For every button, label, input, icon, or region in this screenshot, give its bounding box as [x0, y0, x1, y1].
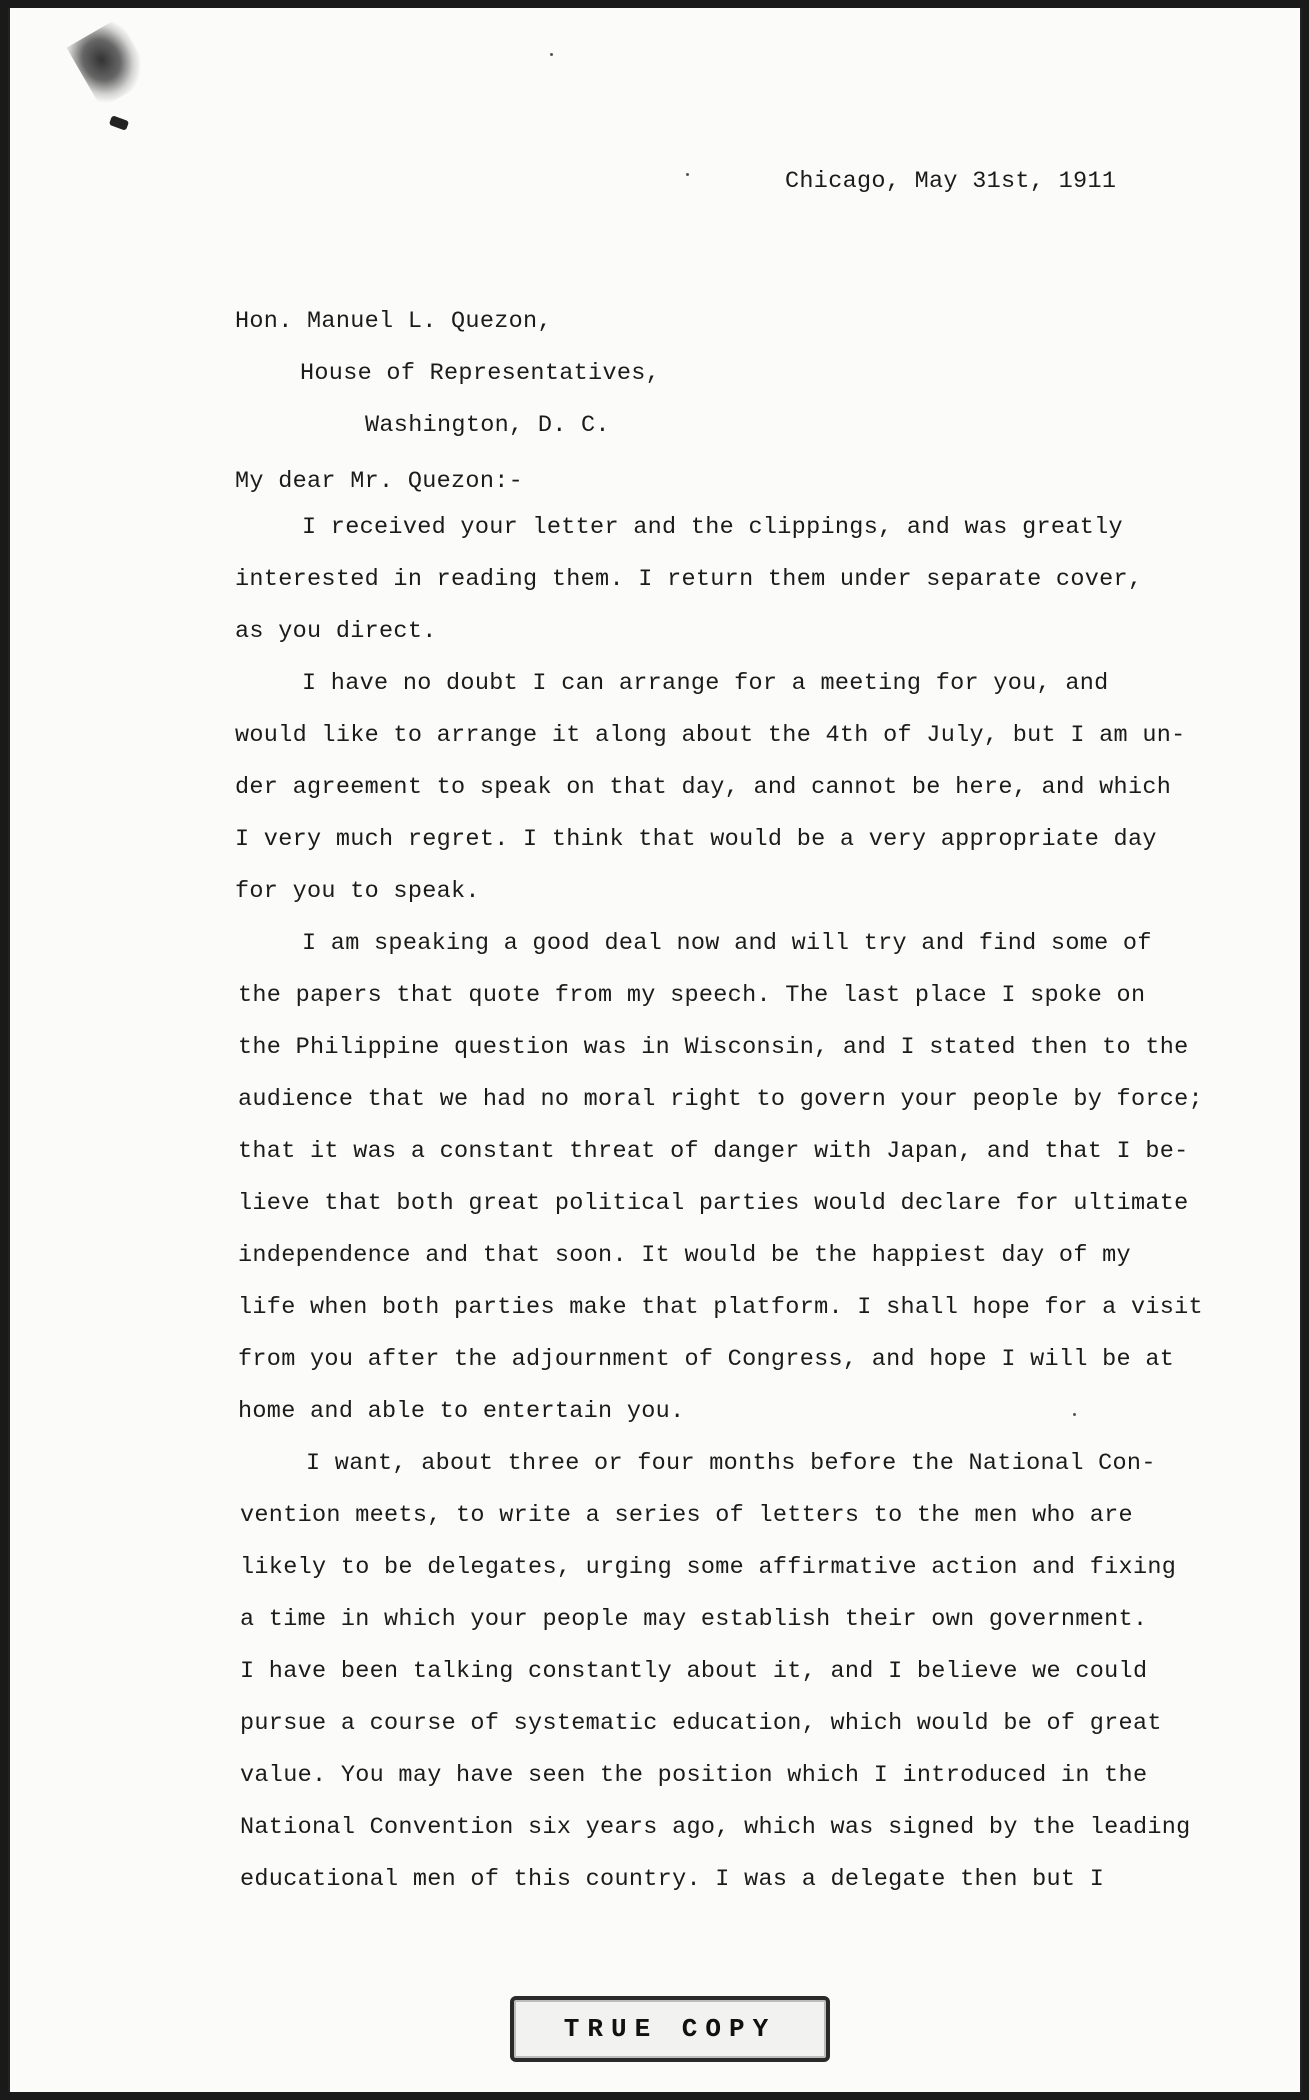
speck [550, 53, 553, 56]
body-line: independence and that soon. It would be the happiest day of my [238, 1242, 1131, 1269]
body-line: National Convention six years ago, which was signed by the leading [240, 1814, 1191, 1841]
body-line: as you direct. [235, 618, 437, 645]
body-line: vention meets, to write a series of letters to the men who are [240, 1502, 1133, 1529]
body-line: I very much regret. I think that would be a very appropriate day [235, 826, 1157, 853]
body-line: a time in which your people may establish their own government. [240, 1606, 1148, 1633]
body-line: home and able to entertain you. [238, 1398, 685, 1425]
body-line: I want, about three or four months before the National Con- [306, 1450, 1156, 1477]
body-line: value. You may have seen the position which I introduced in the [240, 1762, 1148, 1789]
body-line: would like to arrange it along about the 4th of July, but I am un- [235, 722, 1186, 749]
address-line: Washington, D. C. [365, 412, 610, 439]
speck [686, 173, 689, 176]
body-line: lieve that both great political parties would declare for ultimate [238, 1190, 1189, 1217]
body-line: from you after the adjournment of Congress, and hope I will be at [238, 1346, 1175, 1373]
body-line: for you to speak. [235, 878, 480, 905]
corner-smudge [67, 18, 154, 109]
body-line: der agreement to speak on that day, and cannot be here, and which [235, 774, 1172, 801]
dateline: Chicago, May 31st, 1911 [785, 168, 1117, 195]
body-line: the papers that quote from my speech. The last place I spoke on [238, 982, 1146, 1009]
speck [1073, 1413, 1076, 1416]
body-line: pursue a course of systematic education, which would be of great [240, 1710, 1162, 1737]
true-copy-stamp [510, 1996, 830, 2062]
body-line: educational men of this country. I was a delegate then but I [240, 1866, 1105, 1893]
salutation: My dear Mr. Quezon:- [235, 468, 524, 495]
body-line: life when both parties make that platform. I shall hope for a visit [238, 1294, 1203, 1321]
address-line: House of Representatives, [300, 360, 661, 387]
body-line: the Philippine question was in Wisconsin, and I stated then to the [238, 1034, 1189, 1061]
body-line: I am speaking a good deal now and will try and find some of [302, 930, 1152, 957]
body-line: audience that we had no moral right to govern your people by force; [238, 1086, 1203, 1113]
body-line: interested in reading them. I return them under separate cover, [235, 566, 1143, 593]
body-line: I have no doubt I can arrange for a meeting for you, and [302, 670, 1109, 697]
corner-mark [109, 115, 129, 131]
body-line: I received your letter and the clippings, and was greatly [302, 514, 1123, 541]
body-line: likely to be delegates, urging some affirmative action and fixing [240, 1554, 1177, 1581]
body-line: I have been talking constantly about it, and I believe we could [240, 1658, 1148, 1685]
letter-page [8, 8, 1302, 2092]
stamp-text: TRUE COPY [563, 2014, 777, 2044]
address-line: Hon. Manuel L. Quezon, [235, 308, 552, 335]
body-line: that it was a constant threat of danger with Japan, and that I be- [238, 1138, 1189, 1165]
